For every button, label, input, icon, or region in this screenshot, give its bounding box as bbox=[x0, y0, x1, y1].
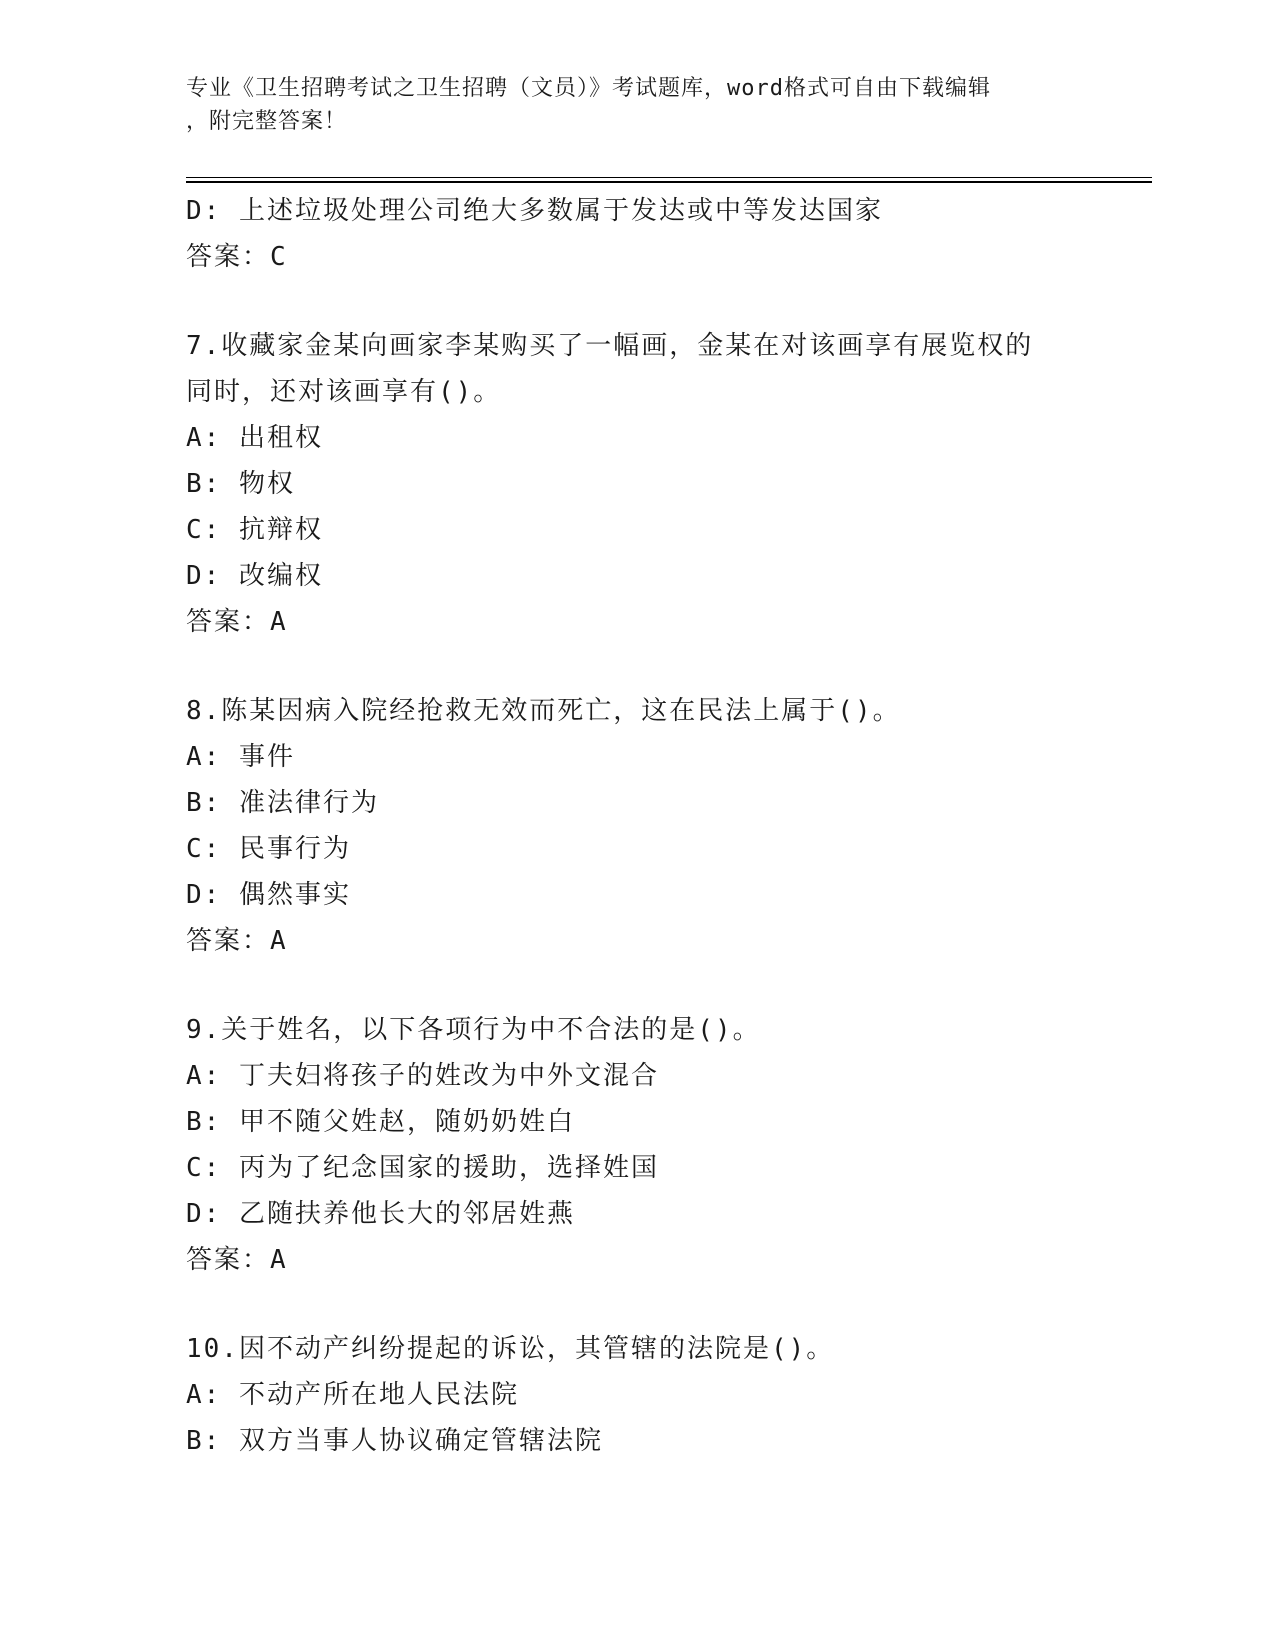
option-a: A: 出租权 bbox=[186, 423, 323, 453]
spacer bbox=[186, 1283, 1146, 1326]
header-line-2: ，附完整答案！ bbox=[186, 109, 348, 134]
answer-line: 答案：A bbox=[186, 926, 288, 956]
option-b: B: 双方当事人协议确定管辖法院 bbox=[186, 1426, 603, 1456]
question-stem: 8.陈某因病入院经抢救无效而死亡，这在民法上属于()。 bbox=[186, 696, 901, 726]
option-d: D: 改编权 bbox=[186, 561, 323, 591]
answer-line: 答案：A bbox=[186, 1245, 288, 1275]
question-list bbox=[186, 188, 1146, 1464]
option-a: A: 丁夫妇将孩子的姓改为中外文混合 bbox=[186, 1061, 659, 1091]
question-stem: 10.因不动产纠纷提起的诉讼，其管辖的法院是()。 bbox=[186, 1334, 835, 1364]
header-rule-thin bbox=[186, 177, 1152, 178]
option-b: B: 准法律行为 bbox=[186, 788, 379, 818]
option-a: A: 事件 bbox=[186, 742, 295, 772]
question-stem: 7.收藏家金某向画家李某购买了一幅画，金某在对该画享有展览权的 bbox=[186, 331, 1034, 361]
option-a: A: 不动产所在地人民法院 bbox=[186, 1380, 519, 1410]
spacer bbox=[186, 280, 1146, 323]
question-stem: 9.关于姓名，以下各项行为中不合法的是()。 bbox=[186, 1015, 761, 1045]
option-b: B: 甲不随父姓赵，随奶奶姓白 bbox=[186, 1107, 575, 1137]
option-c: C: 民事行为 bbox=[186, 834, 351, 864]
option-d: D: 乙随扶养他长大的邻居姓燕 bbox=[186, 1199, 575, 1229]
question-stem-continued: 同时，还对该画享有()。 bbox=[186, 377, 502, 407]
option-d: D: 上述垃圾处理公司绝大多数属于发达或中等发达国家 bbox=[186, 196, 883, 226]
header-rule-thick bbox=[186, 181, 1152, 183]
option-c: C: 丙为了纪念国家的援助，选择姓国 bbox=[186, 1153, 659, 1183]
option-d: D: 偶然事实 bbox=[186, 880, 351, 910]
answer-line: 答案：A bbox=[186, 607, 288, 637]
header-line-1: 专业《卫生招聘考试之卫生招聘（文员）》考试题库，word格式可自由下载编辑 bbox=[186, 76, 991, 101]
page-header bbox=[186, 72, 1066, 138]
spacer bbox=[186, 964, 1146, 1007]
option-c: C: 抗辩权 bbox=[186, 515, 323, 545]
option-b: B: 物权 bbox=[186, 469, 295, 499]
answer-line: 答案：C bbox=[186, 242, 288, 272]
spacer bbox=[186, 645, 1146, 688]
